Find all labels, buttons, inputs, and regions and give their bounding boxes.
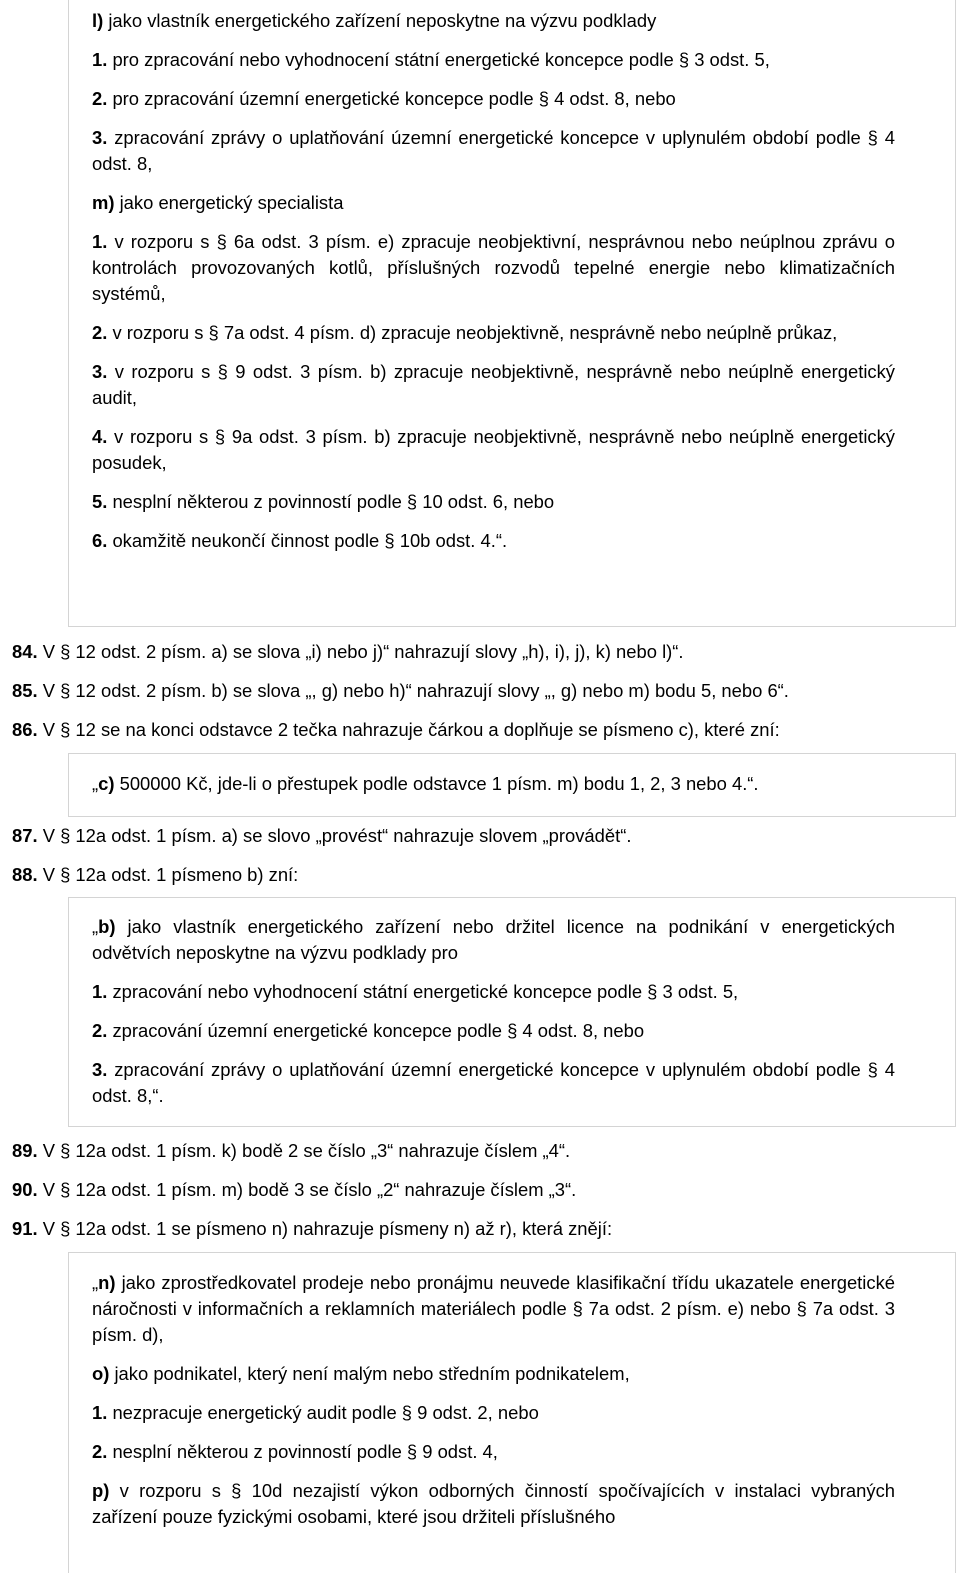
quoted-block-2: [68, 753, 956, 817]
quoted-block-1: [68, 0, 956, 627]
quoted-block-4: [68, 1252, 956, 1573]
item-m-3: 3. v rozporu s § 9 odst. 3 písm. b) zpracuje neobjektivně, nesprávně nebo neúplně energetický audit,: [92, 361, 895, 408]
item-m-1: 1. v rozporu s § 6a odst. 3 písm. e) zpracuje neobjektivní, nesprávnou nebo neúplnou zprávu o kontrolách provozovaných kotlů, příslušných rozvodů tepelné energie nebo klimatizačních systémů,: [92, 231, 895, 304]
item-n: „n) jako zprostředkovatel prodeje nebo pronájmu neuvede klasifikační třídu ukazatele energetické náročnosti v informačních a reklamních materiálech podle § 7a odst. 2 písm. e) nebo § 7a odst. 3 písm. d),: [92, 1272, 895, 1345]
point-85: 85. V § 12 odst. 2 písm. b) se slova „, g) nebo h)“ nahrazují slovy „, g) nebo m) bodu 5, nebo 6“.: [12, 680, 789, 701]
item-p: p) v rozporu s § 10d nezajistí výkon odborných činností spočívajících v instalaci vybraných zařízení pouze fyzickými osobami, které jsou držiteli příslušného: [92, 1480, 895, 1527]
point-84: 84. V § 12 odst. 2 písm. a) se slova „i) nebo j)“ nahrazují slovy „h), i), j), k) nebo l)“.: [12, 641, 684, 662]
item-l: l) jako vlastník energetického zařízení neposkytne na výzvu podklady: [92, 10, 657, 31]
point-89: 89. V § 12a odst. 1 písm. k) bodě 2 se číslo „3“ nahrazuje číslem „4“.: [12, 1140, 571, 1161]
item-l-2: 2. pro zpracování územní energetické koncepce podle § 4 odst. 8, nebo: [92, 88, 676, 109]
point-86: 86. V § 12 se na konci odstavce 2 tečka nahrazuje čárkou a doplňuje se písmeno c), které zní:: [12, 719, 780, 740]
item-m-6: 6. okamžitě neukončí činnost podle § 10b odst. 4.“.: [92, 530, 508, 551]
item-o: o) jako podnikatel, který není malým nebo středním podnikatelem,: [92, 1363, 630, 1384]
item-b-3: 3. zpracování zprávy o uplatňování územní energetické koncepce v uplynulém období podle § 4 odst. 8,“.: [92, 1059, 895, 1106]
quoted-block-3: [68, 897, 956, 1127]
item-c: „c) 500000 Kč, jde-li o přestupek podle odstavce 1 písm. m) bodu 1, 2, 3 nebo 4.“.: [92, 773, 759, 794]
point-90: 90. V § 12a odst. 1 písm. m) bodě 3 se číslo „2“ nahrazuje číslem „3“.: [12, 1179, 577, 1200]
item-m-4: 4. v rozporu s § 9a odst. 3 písm. b) zpracuje neobjektivně, nesprávně nebo neúplně energetický posudek,: [92, 426, 895, 473]
item-o-2: 2. nesplní některou z povinností podle § 9 odst. 4,: [92, 1441, 498, 1462]
item-l-3: 3. zpracování zprávy o uplatňování územní energetické koncepce v uplynulém období podle § 4 odst. 8,: [92, 127, 895, 174]
item-o-1: 1. nezpracuje energetický audit podle § 9 odst. 2, nebo: [92, 1402, 539, 1423]
point-88: 88. V § 12a odst. 1 písmeno b) zní:: [12, 864, 299, 885]
item-m-5: 5. nesplní některou z povinností podle § 10 odst. 6, nebo: [92, 491, 555, 512]
item-b-1: 1. zpracování nebo vyhodnocení státní energetické koncepce podle § 3 odst. 5,: [92, 981, 739, 1002]
item-b: „b) jako vlastník energetického zařízení nebo držitel licence na podnikání v energetických odvětvích neposkytne na výzvu podklady pro: [92, 916, 895, 963]
point-91: 91. V § 12a odst. 1 se písmeno n) nahrazuje písmeny n) až r), která znějí:: [12, 1218, 613, 1239]
item-l-1: 1. pro zpracování nebo vyhodnocení státní energetické koncepce podle § 3 odst. 5,: [92, 49, 770, 70]
item-b-2: 2. zpracování územní energetické koncepce podle § 4 odst. 8, nebo: [92, 1020, 645, 1041]
item-m: m) jako energetický specialista: [92, 192, 344, 213]
item-m-2: 2. v rozporu s § 7a odst. 4 písm. d) zpracuje neobjektivně, nesprávně nebo neúplně průkaz,: [92, 322, 838, 343]
point-87: 87. V § 12a odst. 1 písm. a) se slovo „provést“ nahrazuje slovem „provádět“.: [12, 825, 632, 846]
